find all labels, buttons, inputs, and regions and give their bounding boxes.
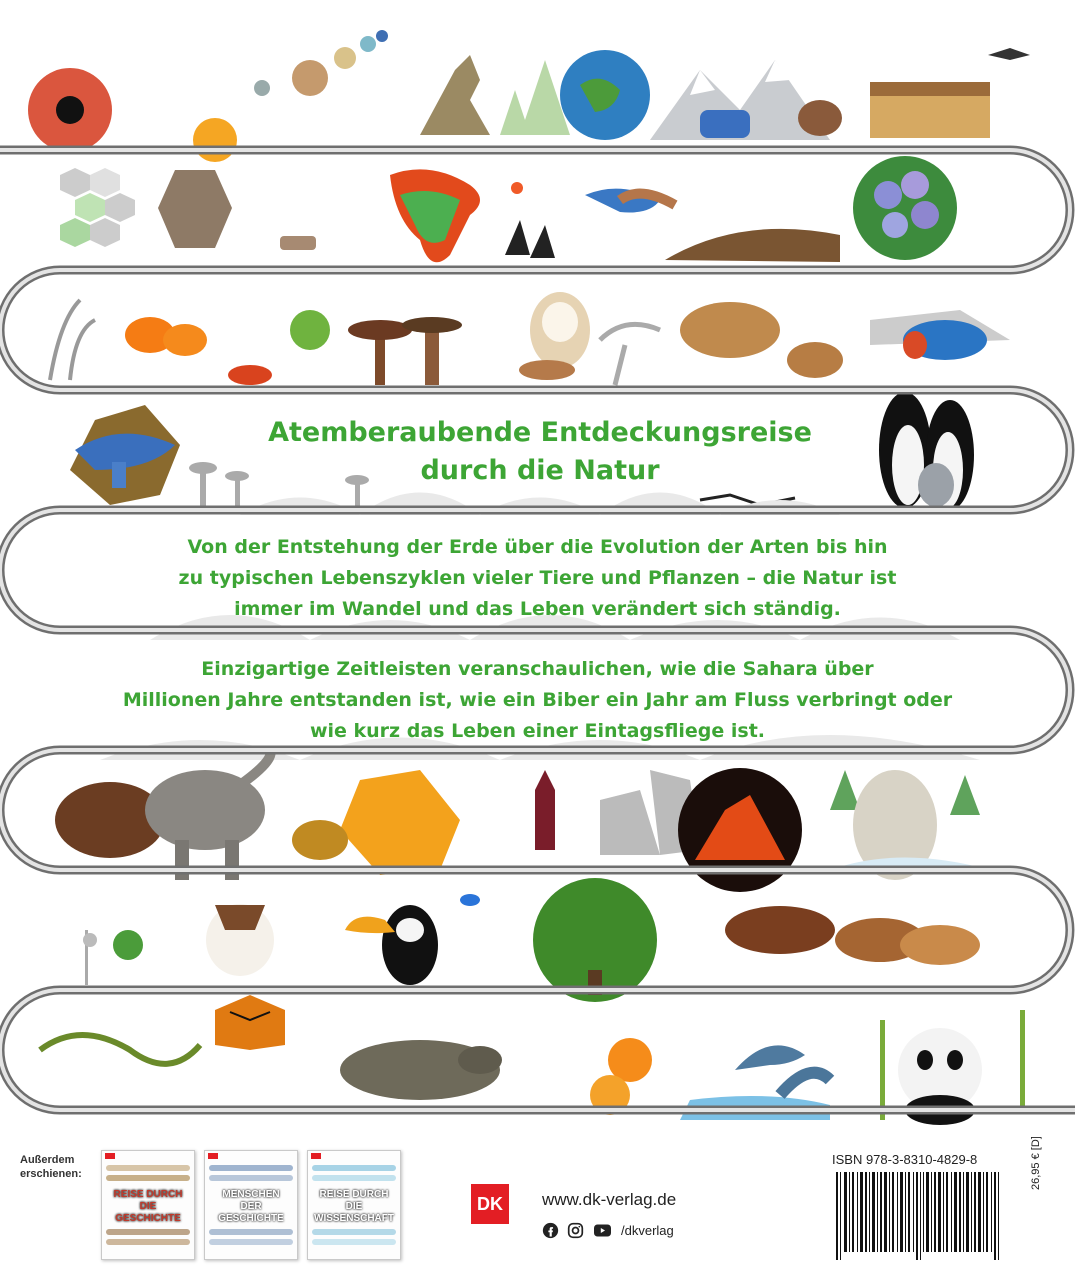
top-illustration-band bbox=[28, 30, 1030, 162]
also-published-label: Außerdem erschienen: bbox=[20, 1154, 82, 1180]
band-6-illustrations bbox=[83, 878, 980, 1002]
intro-line-1: Von der Entstehung der Erde über die Evolution der Arten bis hin bbox=[187, 536, 888, 558]
timeline-paragraph bbox=[60, 654, 1015, 747]
youtube-icon[interactable] bbox=[592, 1222, 613, 1239]
dk-mini-logo bbox=[311, 1153, 321, 1159]
headline-line-1: Atemberaubende Entdeckungsreise bbox=[268, 417, 812, 448]
facebook-icon[interactable] bbox=[542, 1222, 559, 1239]
intro-line-3: immer im Wandel und das Leben verändert sich ständig. bbox=[234, 598, 841, 620]
book-cover-reise-geschichte[interactable] bbox=[101, 1150, 195, 1260]
intro-paragraph bbox=[60, 532, 1015, 625]
price-label: 26,95 € [D] bbox=[1030, 1136, 1042, 1190]
book-title: MENSCHEN DER GESCHICHTE bbox=[218, 1189, 284, 1224]
dk-logo[interactable]: DK bbox=[471, 1184, 509, 1224]
social-links bbox=[542, 1220, 674, 1240]
book-cover-reise-wissenschaft[interactable] bbox=[307, 1150, 401, 1260]
intro-line-2: zu typischen Lebenszyklen vieler Tiere und Pflanzen – die Natur ist bbox=[178, 567, 897, 589]
social-handle[interactable]: /dkverlag bbox=[621, 1222, 674, 1238]
book-title: REISE DURCH DIE GESCHICHTE bbox=[113, 1189, 183, 1224]
timeline-line-2: Millionen Jahre entstanden ist, wie ein Biber ein Jahr am Fluss verbringt oder bbox=[122, 689, 953, 711]
timeline-line-3: wie kurz das Leben einer Eintagsfliege ist. bbox=[309, 720, 766, 742]
book-title: REISE DURCH DIE WISSENSCHAFT bbox=[314, 1189, 394, 1224]
headline-line-2: durch die Natur bbox=[420, 455, 660, 486]
barcode bbox=[832, 1172, 1022, 1260]
dk-mini-logo bbox=[105, 1153, 115, 1159]
isbn-text: ISBN 978-3-8310-4829-8 bbox=[832, 1152, 978, 1167]
headline bbox=[150, 414, 930, 490]
dk-mini-logo bbox=[208, 1153, 218, 1159]
band-2-illustrations bbox=[60, 156, 957, 262]
band-3-illustrations bbox=[50, 292, 1010, 385]
barcode-area bbox=[832, 1152, 1028, 1264]
publisher-url[interactable]: www.dk-verlag.de bbox=[542, 1190, 677, 1209]
instagram-icon[interactable] bbox=[567, 1222, 584, 1239]
timeline-line-1: Einzigartige Zeitleisten veranschaulichen, wie die Sahara über bbox=[201, 658, 874, 680]
book-cover-menschen-geschichte[interactable] bbox=[204, 1150, 298, 1260]
